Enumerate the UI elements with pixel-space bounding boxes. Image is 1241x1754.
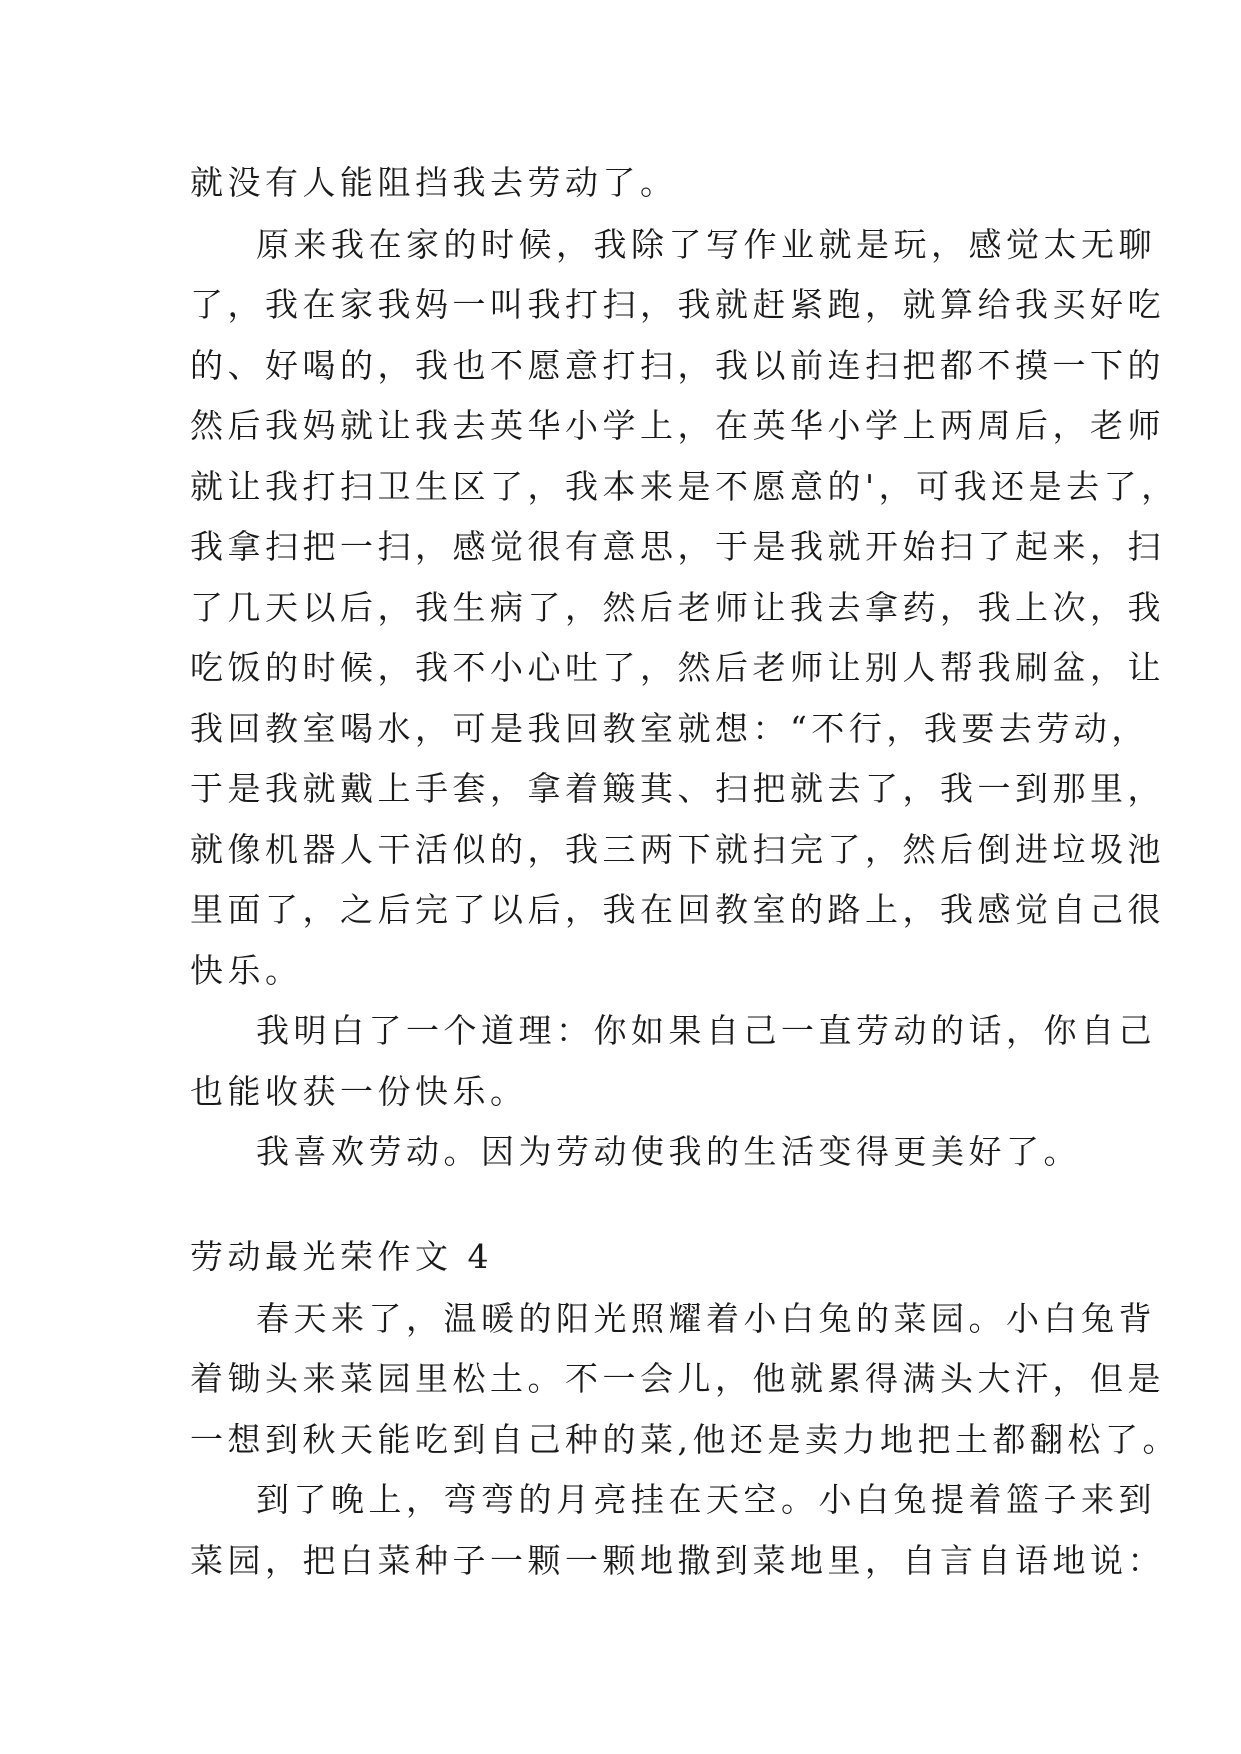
paragraph-line: 就像机器人干活似的，我三两下就扫完了，然后倒进垃圾池	[190, 830, 1165, 869]
paragraph-line: 就让我打扫卫生区了，我本来是不愿意的'，可我还是去了，	[190, 467, 1179, 506]
paragraph-line: 我明白了一个道理：你如果自己一直劳动的话，你自己	[256, 1011, 1156, 1050]
paragraph-line: 一想到秋天能吃到自己种的菜,他还是卖力地把土都翻松了。	[190, 1420, 1180, 1459]
paragraph-line: 就没有人能阻挡我去劳动了。	[190, 163, 678, 202]
paragraph-line: 然后我妈就让我去英华小学上，在英华小学上两周后，老师	[190, 406, 1165, 445]
paragraph-line: 的、好喝的，我也不愿意打扫，我以前连扫把都不摸一下的	[190, 346, 1165, 385]
paragraph-line: 了，我在家我妈一叫我打扫，我就赶紧跑，就算给我买好吃	[190, 285, 1165, 324]
paragraph-line: 吃饭的时候，我不小心吐了，然后老师让别人帮我刷盆，让	[190, 648, 1165, 687]
paragraph-line: 到了晚上，弯弯的月亮挂在天空。小白兔提着篮子来到	[256, 1480, 1156, 1519]
paragraph-line: 我回教室喝水，可是我回教室就想：“不行，我要去劳动，	[190, 709, 1149, 748]
paragraph-line: 于是我就戴上手套，拿着簸萁、扫把就去了，我一到那里，	[190, 769, 1165, 808]
paragraph-line: 原来我在家的时候，我除了写作业就是玩，感觉太无聊	[256, 225, 1156, 264]
paragraph-line: 里面了，之后完了以后，我在回教室的路上，我感觉自己很	[190, 890, 1165, 929]
paragraph-line: 我喜欢劳动。因为劳动使我的生活变得更美好了。	[256, 1132, 1081, 1171]
paragraph-line: 了几天以后，我生病了，然后老师让我去拿药，我上次，我	[190, 588, 1165, 627]
paragraph-line: 菜园，把白菜种子一颗一颗地撒到菜地里，自言自语地说：	[190, 1541, 1165, 1580]
section-heading: 劳动最光荣作文 4	[190, 1237, 493, 1276]
paragraph-line: 着锄头来菜园里松土。不一会儿，他就累得满头大汗，但是	[190, 1359, 1165, 1398]
paragraph-line: 快乐。	[190, 951, 303, 990]
paragraph-line: 春天来了，温暖的阳光照耀着小白兔的菜园。小白兔背	[256, 1299, 1156, 1338]
paragraph-line: 我拿扫把一扫，感觉很有意思，于是我就开始扫了起来，扫	[190, 527, 1165, 566]
paragraph-line: 也能收获一份快乐。	[190, 1072, 528, 1111]
